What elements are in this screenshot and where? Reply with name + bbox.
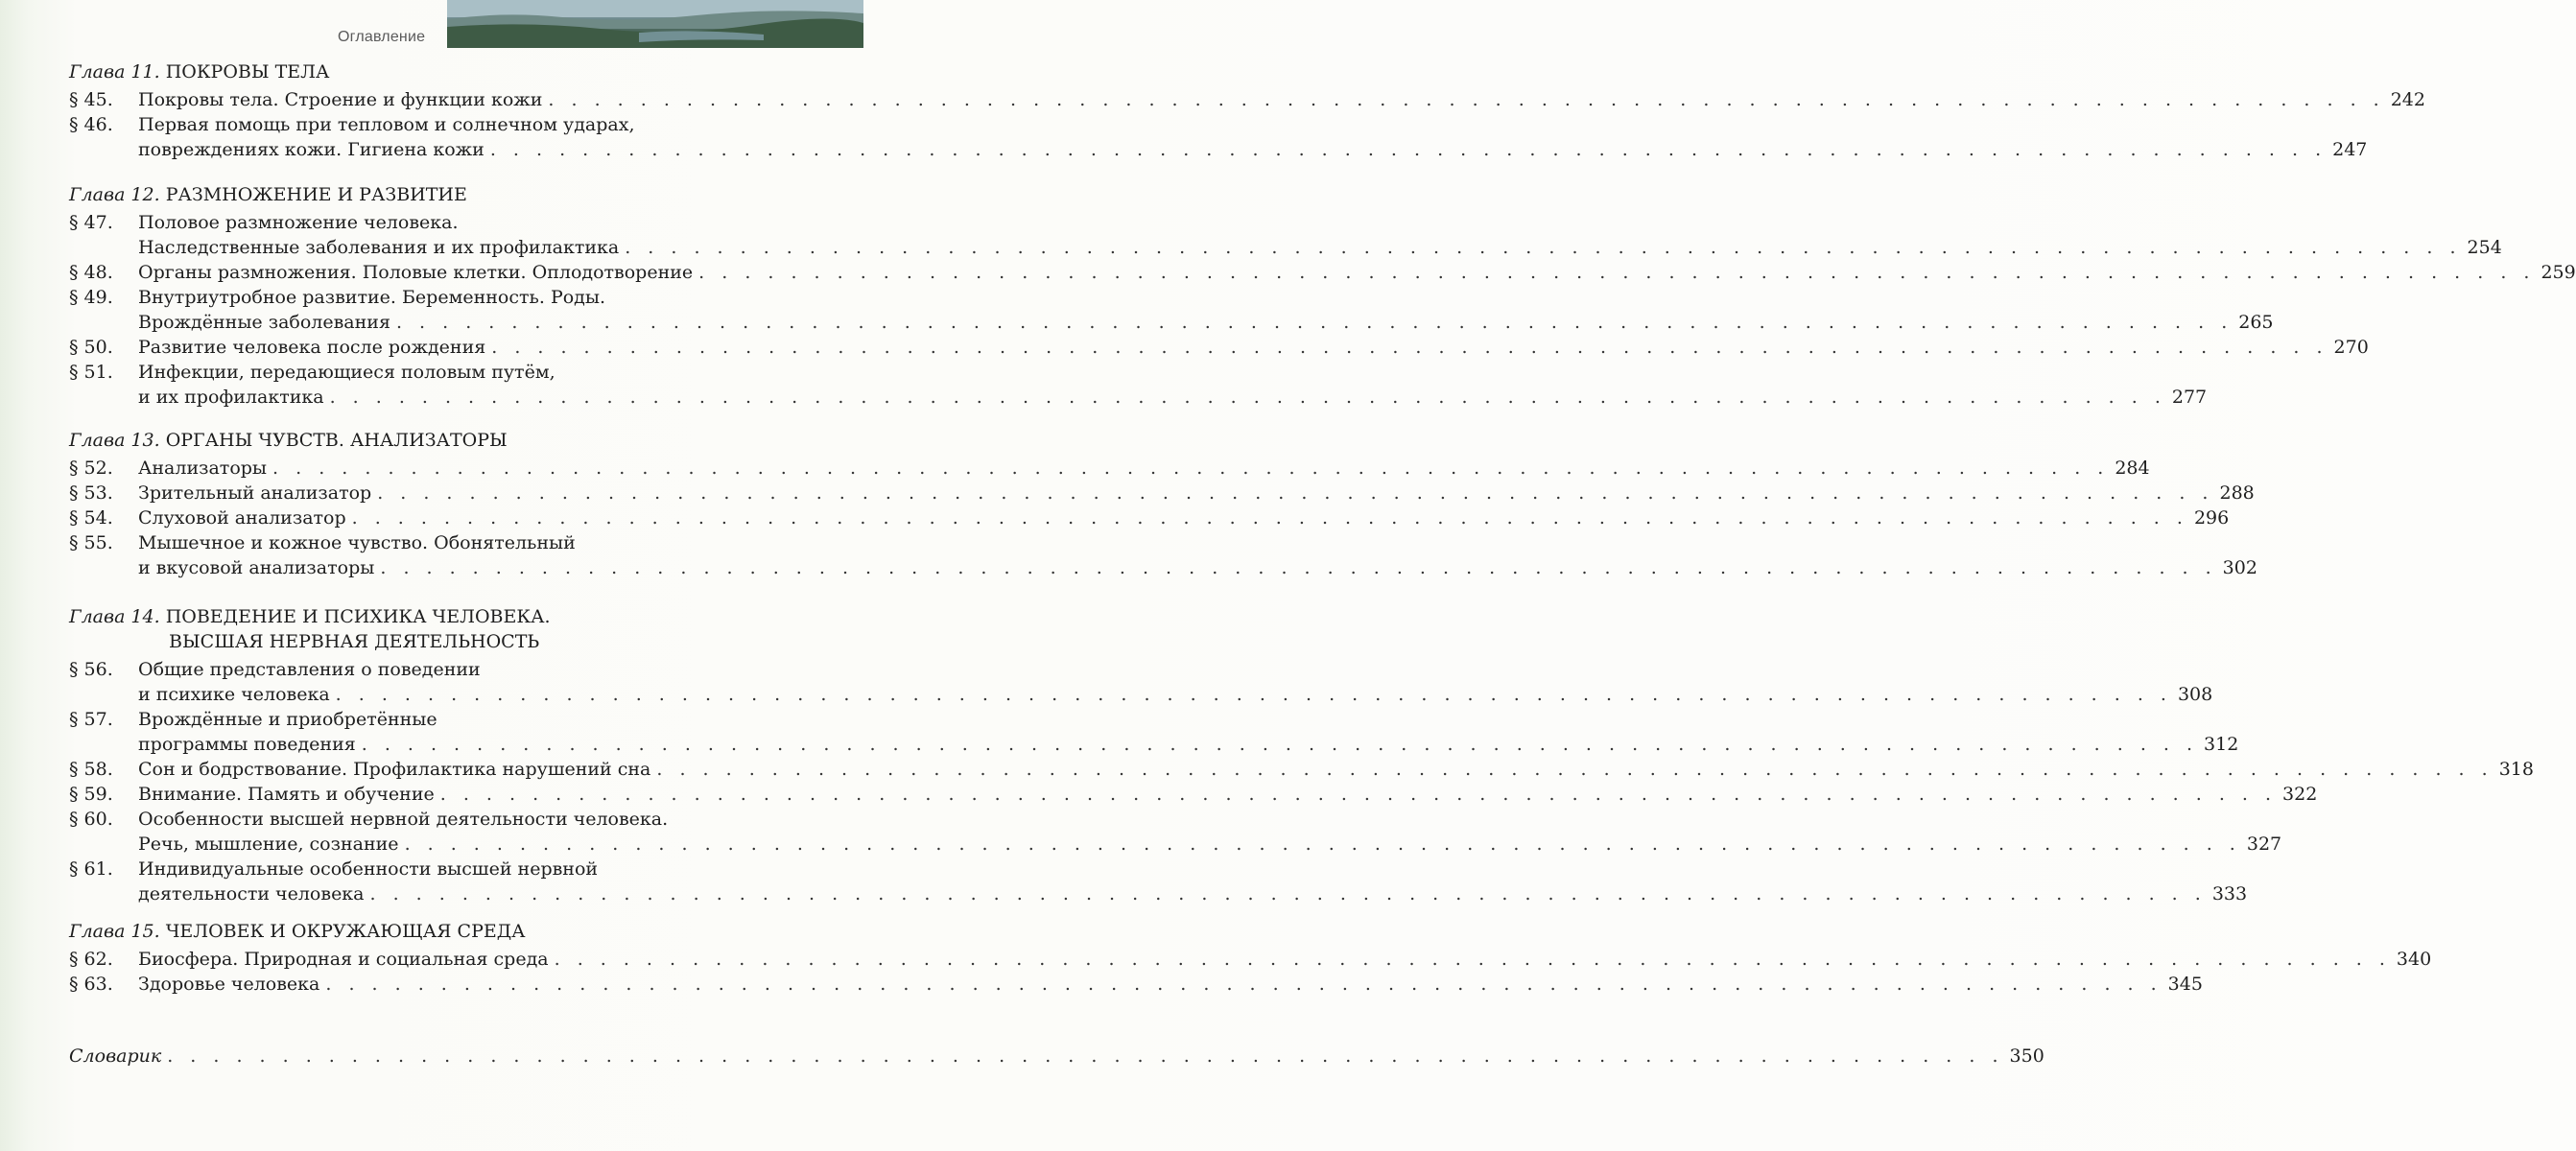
dot-leader: . . . . . . . . . . . . . . . . . . . . . . . . . . . . . . . . . . . . . . . . . . . . . . . . . . . . . . . . . . . . . . . . . . . . . . . . . . . . . . . . — [167, 1045, 2004, 1067]
dot-leader: . . . . . . . . . . . . . . . . . . . . . . . . . . . . . . . . . . . . . . . . . . . . . . . . . . . . . . . . . . . . . . . . . . . . . . . . . . . . . . . . — [698, 262, 2536, 283]
dot-leader: . . . . . . . . . . . . . . . . . . . . . . . . . . . . . . . . . . . . . . . . . . . . . . . . . . . . . . . . . . . . . . . . . . . . . . . . . . . . . . . . — [439, 784, 2278, 805]
section-title: Здоровье человека — [138, 974, 320, 995]
section-title: Мышечное и кожное чувство. Обонятельный — [138, 532, 576, 553]
section-title: Внимание. Память и обучение — [138, 784, 435, 805]
section-number: § 57. — [69, 709, 113, 730]
page-number: 308 — [2177, 684, 2213, 705]
toc-leader-row — [138, 732, 2239, 757]
toc-entry-line — [0, 857, 863, 881]
dot-leader: . . . . . . . . . . . . . . . . . . . . . . . . . . . . . . . . . . . . . . . . . . . . . . . . . . . . . . . . . . . . . . . . . . . . . . . . . . . . . . . . — [361, 734, 2199, 755]
page-number: 284 — [2115, 458, 2150, 479]
dot-leader: . . . . . . . . . . . . . . . . . . . . . . . . . . . . . . . . . . . . . . . . . . . . . . . . . . . . . . . . . . . . . . . . . . . . . . . . . . . . . . . . — [554, 949, 2391, 970]
chapter-heading — [69, 604, 551, 629]
toc-entry-line — [0, 881, 2248, 906]
toc-entry-line — [0, 456, 2150, 481]
section-title: Индивидуальные особенности высшей нервной — [138, 858, 599, 880]
section-number: § 58. — [69, 759, 113, 780]
chapter-title: РАЗМНОЖЕНИЕ И РАЗВИТИЕ — [159, 184, 467, 205]
section-number: § 60. — [69, 809, 113, 830]
section-number: § 62. — [69, 949, 113, 970]
section-number: § 63. — [69, 974, 113, 995]
section-title: повреждениях кожи. Гигиена кожи — [138, 139, 484, 160]
toc-entry-line — [0, 285, 863, 310]
dot-leader: . . . . . . . . . . . . . . . . . . . . . . . . . . . . . . . . . . . . . . . . . . . . . . . . . . . . . . . . . . . . . . . . . . . . . . . . . . . . . . . . — [325, 974, 2162, 995]
section-title: Внутриутробное развитие. Беременность. Роды. — [138, 287, 606, 308]
toc-entry-line — [0, 210, 863, 235]
section-number: § 51. — [69, 362, 113, 383]
chapter-label: Глава 13. — [69, 430, 160, 451]
page-number: 270 — [2333, 337, 2369, 358]
section-title: деятельности человека — [138, 883, 365, 904]
toc-leader-row — [138, 947, 2432, 972]
section-number: § 45. — [69, 89, 113, 110]
toc-leader-row — [138, 782, 2318, 807]
section-number: § 47. — [69, 212, 113, 233]
toc-leader-row — [138, 505, 2230, 530]
section-number: § 50. — [69, 337, 113, 358]
toc-leader-row — [138, 881, 2248, 906]
chapter-title: ПОКРОВЫ ТЕЛА — [159, 61, 330, 82]
toc-entry-line — [0, 385, 2208, 410]
toc-leader-row — [138, 972, 2203, 997]
toc-entry-line — [0, 707, 863, 732]
chapter-label: Глава 11. — [69, 61, 160, 82]
dot-leader: . . . . . . . . . . . . . . . . . . . . . . . . . . . . . . . . . . . . . . . . . . . . . . . . . . . . . . . . . . . . . . . . . . . . . . . . . . . . . . . . — [491, 337, 2328, 358]
section-number: § 54. — [69, 507, 113, 529]
toc-entry-line — [0, 235, 2502, 260]
page-number: 318 — [2498, 759, 2534, 780]
toc-entry-line — [0, 832, 2282, 857]
toc-entry-line — [0, 657, 863, 682]
section-title: Особенности высшей нервной деятельности человека. — [138, 809, 669, 830]
section-title: Органы размножения. Половые клетки. Оплодотворение — [138, 262, 694, 283]
section-number: § 49. — [69, 287, 113, 308]
page-number: 340 — [2396, 949, 2432, 970]
page-number: 277 — [2171, 387, 2208, 408]
chapter-heading — [69, 919, 526, 944]
chapter-heading — [69, 59, 329, 84]
page-number: 345 — [2167, 974, 2203, 995]
dot-leader: . . . . . . . . . . . . . . . . . . . . . . . . . . . . . . . . . . . . . . . . . . . . . . . . . . . . . . . . . . . . . . . . . . . . . . . . . . . . . . . . — [489, 139, 2328, 160]
page-number: 259 — [2541, 262, 2576, 283]
toc-entry-line — [0, 260, 2576, 285]
section-title: Речь, мышление, сознание — [138, 834, 399, 855]
dot-leader: . . . . . . . . . . . . . . . . . . . . . . . . . . . . . . . . . . . . . . . . . . . . . . . . . . . . . . . . . . . . . . . . . . . . . . . . . . . . . . . . — [625, 237, 2462, 258]
page-number: 333 — [2211, 883, 2248, 904]
section-title: Развитие человека после рождения — [138, 337, 486, 358]
toc-entry-line — [0, 555, 2257, 580]
toc-entry-line — [0, 807, 863, 832]
toc-entry-line — [0, 112, 863, 137]
section-title: и вкусовой анализаторы — [138, 557, 375, 578]
section-title: Покровы тела. Строение и функции кожи — [138, 89, 543, 110]
toc-leader-row — [138, 757, 2534, 782]
dot-leader: . . . . . . . . . . . . . . . . . . . . . . . . . . . . . . . . . . . . . . . . . . . . . . . . . . . . . . . . . . . . . . . . . . . . . . . . . . . . . . . . — [395, 312, 2233, 333]
section-title: Зрительный анализатор — [138, 482, 372, 504]
dot-leader: . . . . . . . . . . . . . . . . . . . . . . . . . . . . . . . . . . . . . . . . . . . . . . . . . . . . . . . . . . . . . . . . . . . . . . . . . . . . . . . . — [369, 883, 2207, 904]
section-title: Инфекции, передающиеся половым путём, — [138, 362, 555, 383]
dot-leader: . . . . . . . . . . . . . . . . . . . . . . . . . . . . . . . . . . . . . . . . . . . . . . . . . . . . . . . . . . . . . . . . . . . . . . . . . . . . . . . . — [272, 458, 2110, 479]
toc-leader-row — [138, 385, 2208, 410]
toc-entry-line — [0, 505, 2230, 530]
toc-entry-line — [0, 972, 2203, 997]
section-title: и психике человека — [138, 684, 330, 705]
dot-leader: . . . . . . . . . . . . . . . . . . . . . . . . . . . . . . . . . . . . . . . . . . . . . . . . . . . . . . . . . . . . . . . . . . . . . . . . . . . . . . . . — [351, 507, 2188, 529]
chapter-heading — [69, 428, 508, 453]
toc-entry-line — [0, 310, 2274, 335]
dot-leader: . . . . . . . . . . . . . . . . . . . . . . . . . . . . . . . . . . . . . . . . . . . . . . . . . . . . . . . . . . . . . . . . . . . . . . . . . . . . . . . . — [329, 387, 2166, 408]
section-number: § 61. — [69, 858, 113, 880]
toc-leader-row — [138, 481, 2255, 505]
dot-leader: . . . . . . . . . . . . . . . . . . . . . . . . . . . . . . . . . . . . . . . . . . . . . . . . . . . . . . . . . . . . . . . . . . . . . . . . . . . . . . . . — [656, 759, 2493, 780]
chapter-label: Глава 14. — [69, 606, 160, 627]
toc-leader-row — [138, 555, 2257, 580]
toc-entry-line — [0, 732, 2239, 757]
chapter-title: ОРГАНЫ ЧУВСТВ. АНАЛИЗАТОРЫ — [159, 430, 508, 451]
glossary-entry — [69, 1044, 2044, 1069]
page-number: 265 — [2238, 312, 2274, 333]
section-number: § 56. — [69, 659, 113, 680]
chapter-title: ЧЕЛОВЕК И ОКРУЖАЮЩАЯ СРЕДА — [159, 921, 526, 942]
page-number: 312 — [2204, 734, 2239, 755]
section-title: Половое размножение человека. — [138, 212, 459, 233]
section-title: Сон и бодрствование. Профилактика нарушений сна — [138, 759, 651, 780]
section-title: Анализаторы — [138, 458, 268, 479]
section-title: Общие представления о поведении — [138, 659, 481, 680]
section-number: § 59. — [69, 784, 113, 805]
toc-entry-line — [0, 335, 2369, 360]
toc-entry-line — [0, 757, 2534, 782]
chapter-title: ПОВЕДЕНИЕ И ПСИХИКА ЧЕЛОВЕКА. — [159, 606, 551, 627]
toc-leader-row — [138, 682, 2213, 707]
dot-leader: . . . . . . . . . . . . . . . . . . . . . . . . . . . . . . . . . . . . . . . . . . . . . . . . . . . . . . . . . . . . . . . . . . . . . . . . . . . . . . . . — [548, 89, 2385, 110]
page-number: 327 — [2246, 834, 2282, 855]
page-number: 350 — [2009, 1045, 2044, 1067]
section-title: Биосфера. Природная и социальная среда — [138, 949, 549, 970]
chapter-title-continued: ВЫСШАЯ НЕРВНАЯ ДЕЯТЕЛЬНОСТЬ — [169, 631, 540, 652]
glossary-label: Словарик — [69, 1045, 162, 1067]
section-title: и их профилактика — [138, 387, 324, 408]
section-title: программы поведения — [138, 734, 356, 755]
page-number: 296 — [2193, 507, 2230, 529]
section-title: Врождённые и приобретённые — [138, 709, 437, 730]
toc-leader-row — [138, 137, 2368, 162]
section-number: § 53. — [69, 482, 113, 504]
toc-entry-line — [0, 481, 2255, 505]
section-title: Слуховой анализатор — [138, 507, 346, 529]
toc-entry-line — [0, 137, 2368, 162]
dot-leader: . . . . . . . . . . . . . . . . . . . . . . . . . . . . . . . . . . . . . . . . . . . . . . . . . . . . . . . . . . . . . . . . . . . . . . . . . . . . . . . . — [404, 834, 2241, 855]
chapter-heading — [69, 182, 467, 207]
chapter-label: Глава 15. — [69, 921, 160, 942]
dot-leader: . . . . . . . . . . . . . . . . . . . . . . . . . . . . . . . . . . . . . . . . . . . . . . . . . . . . . . . . . . . . . . . . . . . . . . . . . . . . . . . . — [377, 482, 2214, 504]
toc-entry-line — [0, 87, 2425, 112]
section-number: § 46. — [69, 114, 113, 135]
toc-entry-line — [0, 530, 863, 555]
section-number: § 48. — [69, 262, 113, 283]
toc-leader-row — [138, 87, 2425, 112]
page-number: 302 — [2222, 557, 2257, 578]
page-number: 242 — [2390, 89, 2425, 110]
toc-entry-line — [0, 360, 863, 385]
toc-leader-row — [138, 456, 2150, 481]
chapter-label: Глава 12. — [69, 184, 160, 205]
section-number: § 55. — [69, 532, 113, 553]
page-number: 247 — [2332, 139, 2368, 160]
section-number: § 52. — [69, 458, 113, 479]
page-number: 322 — [2282, 784, 2318, 805]
toc-leader-row — [138, 260, 2576, 285]
section-title: Наследственные заболевания и их профилактика — [138, 237, 620, 258]
page-number: 254 — [2467, 237, 2502, 258]
toc-entry-line — [0, 782, 2318, 807]
dot-leader: . . . . . . . . . . . . . . . . . . . . . . . . . . . . . . . . . . . . . . . . . . . . . . . . . . . . . . . . . . . . . . . . . . . . . . . . . . . . . . . . — [335, 684, 2172, 705]
toc-leader-row — [138, 335, 2369, 360]
section-title: Врождённые заболевания — [138, 312, 390, 333]
toc-entry-line — [0, 947, 2432, 972]
toc-entry-line — [0, 682, 2213, 707]
dot-leader: . . . . . . . . . . . . . . . . . . . . . . . . . . . . . . . . . . . . . . . . . . . . . . . . . . . . . . . . . . . . . . . . . . . . . . . . . . . . . . . . — [380, 557, 2217, 578]
toc-leader-row — [138, 310, 2274, 335]
page-number: 288 — [2219, 482, 2255, 504]
toc-leader-row — [138, 832, 2282, 857]
section-title: Первая помощь при тепловом и солнечном ударах, — [138, 114, 635, 135]
toc-leader-row — [138, 235, 2502, 260]
running-header-title: Оглавление — [338, 29, 426, 45]
